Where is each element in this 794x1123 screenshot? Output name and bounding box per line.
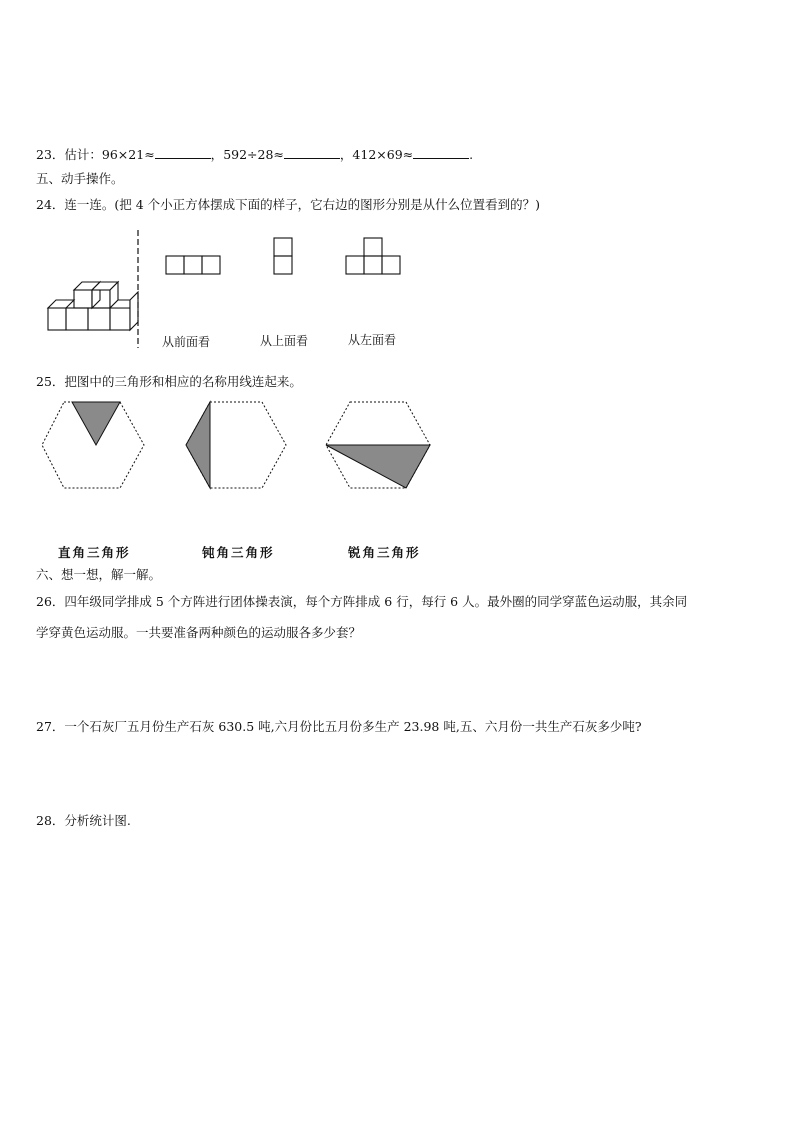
top-view-shape bbox=[274, 238, 292, 274]
hexagon-2 bbox=[186, 402, 286, 488]
q23-sep1: ， bbox=[210, 147, 224, 162]
q23-end: . bbox=[469, 147, 474, 162]
question-24: 24．连一连。(把 4 个小正方体摆成下面的样子，它右边的图形分别是从什么位置看到的？) bbox=[36, 197, 541, 212]
q23-expr1: 96×21≈ bbox=[101, 147, 155, 162]
q23-expr2: 592÷28≈ bbox=[223, 147, 284, 162]
question-25: 25．把图中的三角形和相应的名称用线连起来。 bbox=[36, 374, 302, 389]
shaded-triangle-2 bbox=[186, 402, 210, 488]
question-28: 28．分析统计图. bbox=[36, 813, 131, 828]
label-front-view: 从前面看 bbox=[162, 335, 211, 349]
hexagons-figure bbox=[40, 398, 440, 494]
label-obtuse-triangle: 钝角三角形 bbox=[202, 545, 275, 560]
q23-expr3: 412×69≈ bbox=[352, 147, 414, 162]
question-26-line2: 学穿黄色运动服。一共要准备两种颜色的运动服各多少套？ bbox=[36, 625, 362, 640]
answer-blank-2[interactable] bbox=[284, 146, 340, 159]
hexagon-3 bbox=[326, 402, 430, 488]
label-left-view: 从左面看 bbox=[348, 333, 397, 347]
label-acute-triangle: 锐角三角形 bbox=[348, 545, 421, 560]
answer-blank-3[interactable] bbox=[413, 146, 469, 159]
left-view-shape bbox=[346, 238, 400, 274]
answer-blank-1[interactable] bbox=[155, 146, 211, 159]
question-23 bbox=[36, 146, 473, 163]
section-6-heading: 六、想一想，解一解。 bbox=[36, 567, 162, 582]
label-right-triangle: 直角三角形 bbox=[58, 545, 131, 560]
question-27: 27．一个石灰厂五月份生产石灰 630.5 吨,六月份比五月份多生产 23.98 吨,五、六月份一共生产石灰多少吨? bbox=[36, 719, 642, 734]
section-5-heading: 五、动手操作。 bbox=[36, 171, 124, 186]
hexagon-1 bbox=[42, 402, 144, 488]
q23-prefix: 23．估计： bbox=[36, 147, 102, 162]
q23-sep2: ， bbox=[339, 147, 353, 162]
front-view-shape bbox=[166, 256, 220, 274]
cube-stack-drawing bbox=[48, 282, 138, 330]
label-top-view: 从上面看 bbox=[260, 334, 309, 348]
question-26-line1: 26．四年级同学排成 5 个方阵进行团体操表演，每个方阵排成 6 行，每行 6 人。最外圈的同学穿蓝色运动服，其余同 bbox=[36, 594, 688, 609]
